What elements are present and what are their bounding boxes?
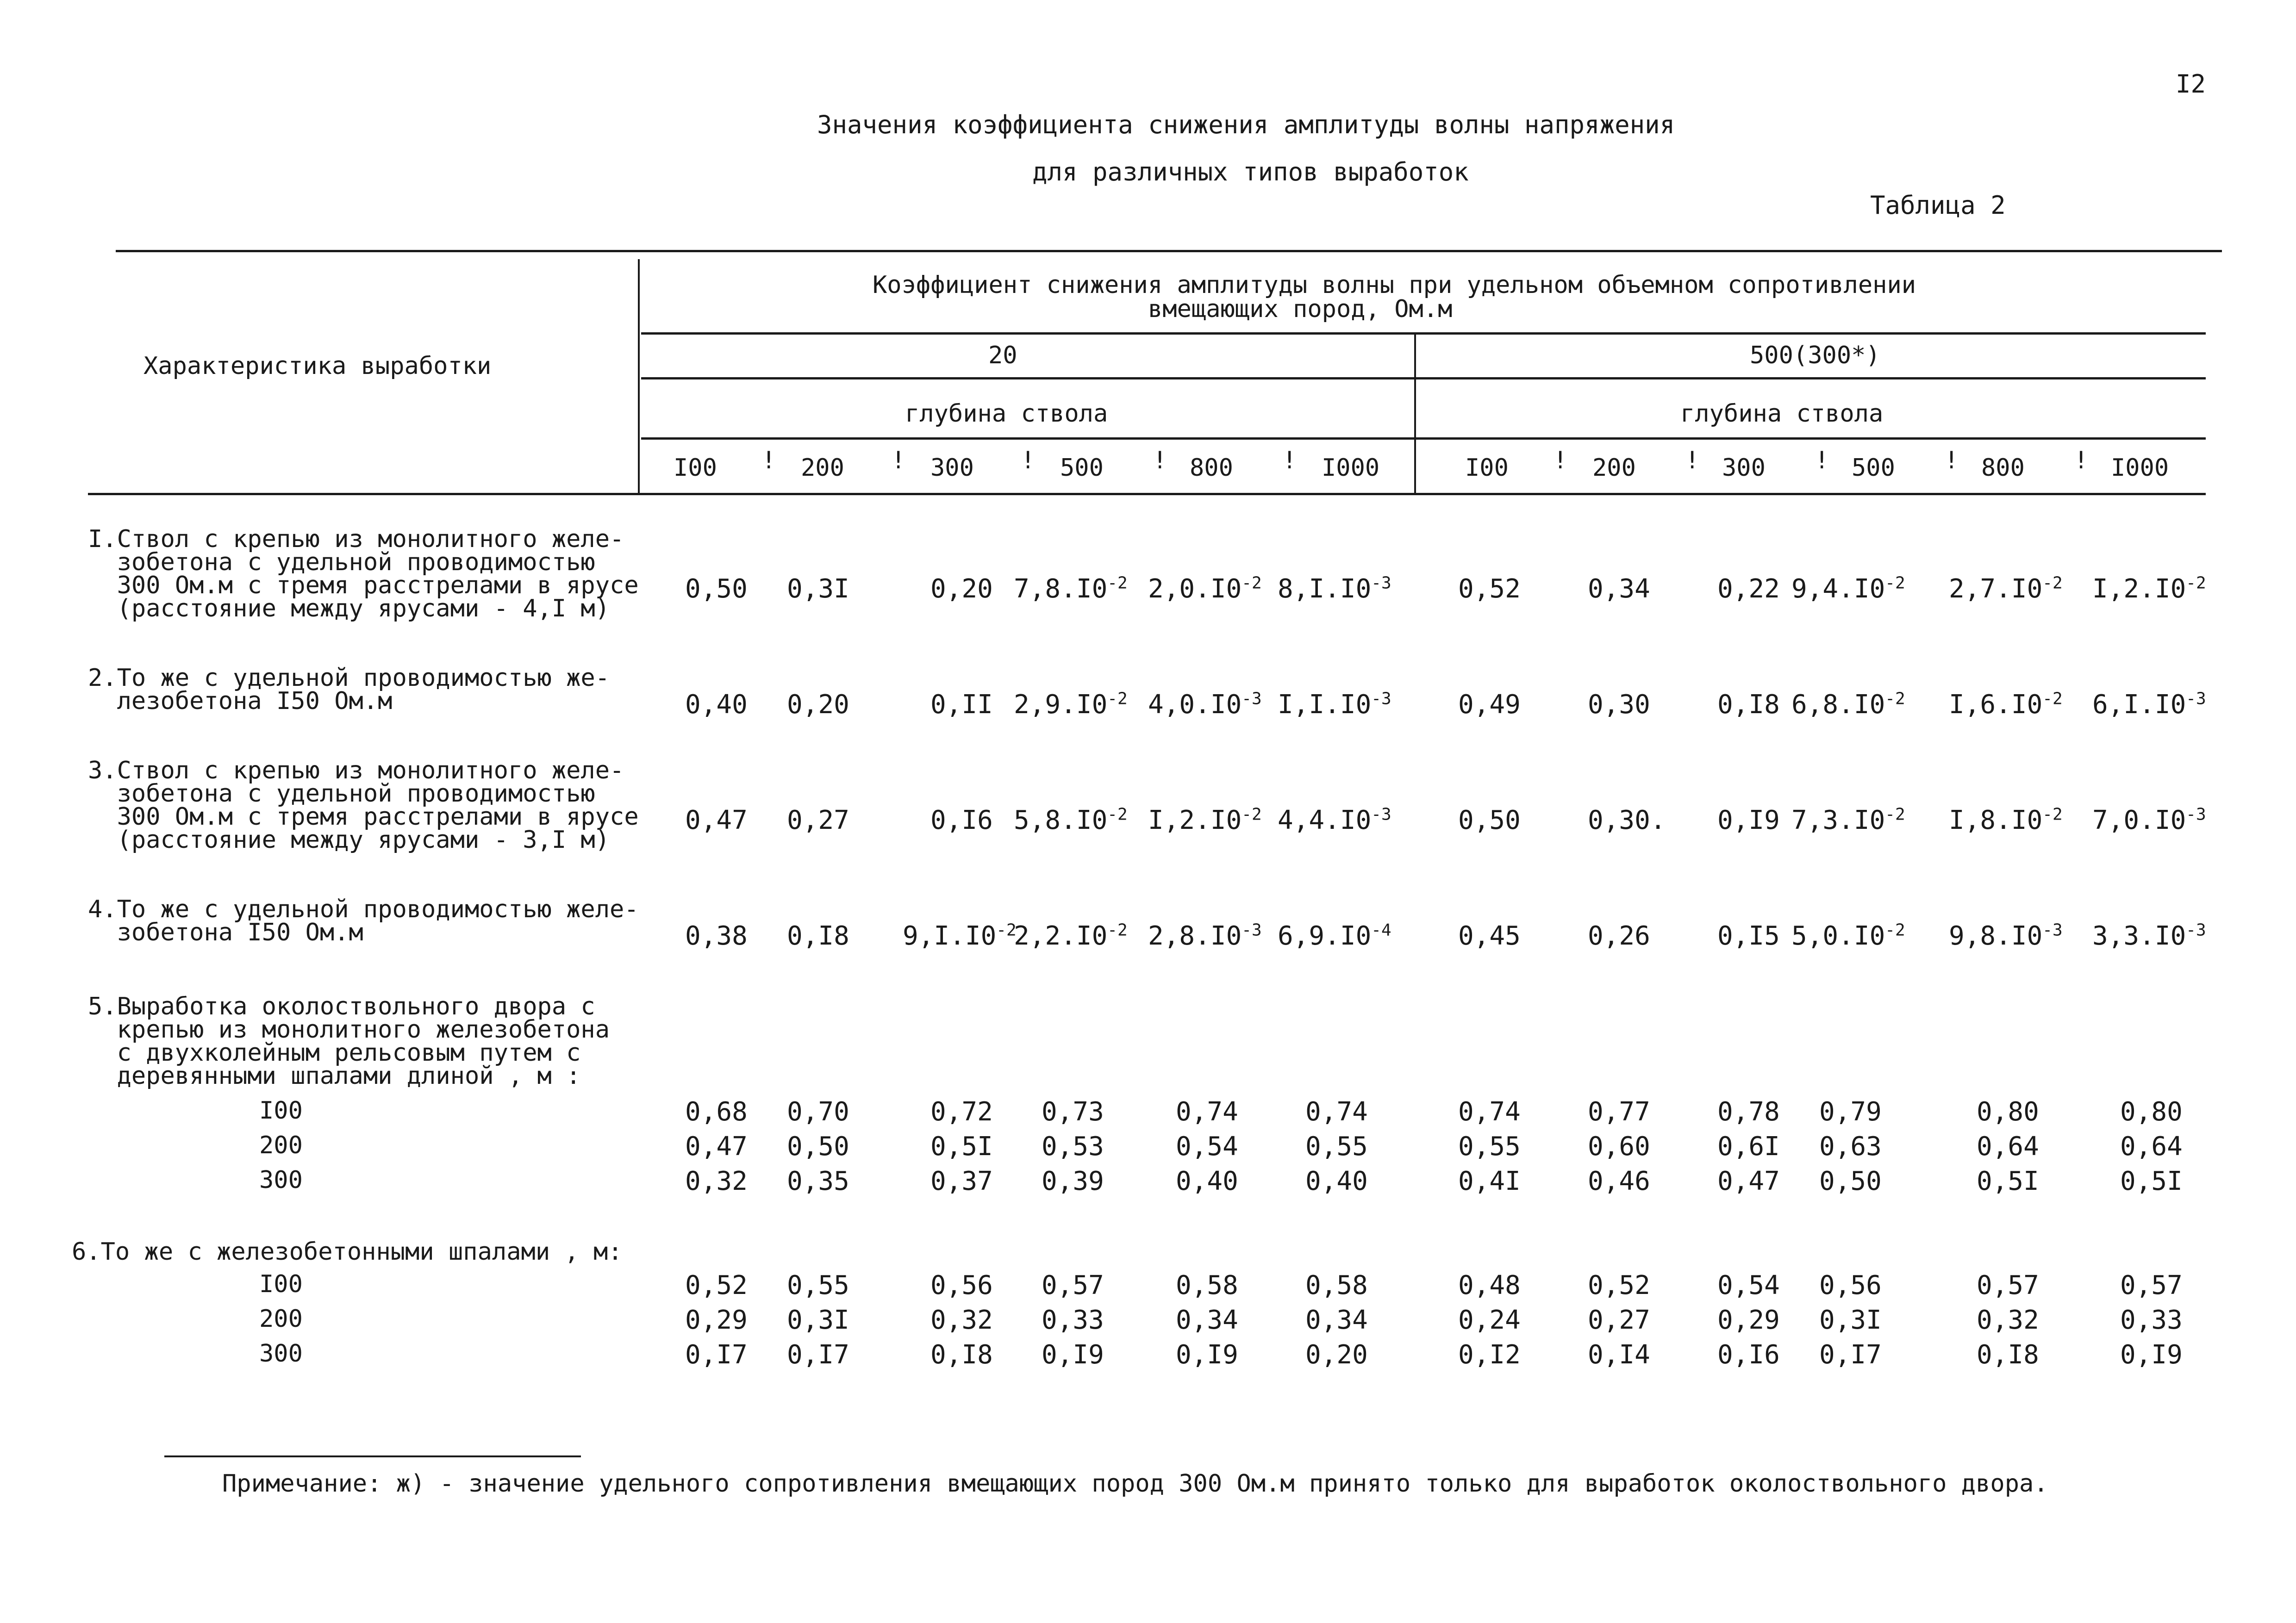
row2-cell-3: 0,II [930,690,993,720]
row6-sub1-cell-12: 0,57 [2120,1270,2183,1300]
depth-col-9: 300 [1722,454,1766,482]
row4-label: 4.То же с удельной проводимостью желе- зобетона I50 Ом.м [88,895,639,946]
row6-label: 6.То же с железобетонными шпалами , м: [72,1238,623,1266]
document-title-line1: Значения коэффициента снижения амплитуды волны напряжения [817,110,1675,139]
row3-cell-7: 0,50 [1458,805,1521,835]
row4-cell-12: $3,3.I0^{-3}$ [2092,920,2206,951]
row6-sub3-cell-2: 0,I7 [787,1340,849,1370]
row1-cell-1: 0,50 [685,574,748,604]
document-title-line2: для различных типов выработок [1032,157,1469,187]
sep-5: ! [1282,447,1297,474]
header-resistance-500: 500(300*) [1750,342,1880,369]
row2-cell-1: 0,40 [685,690,748,720]
row5-sub2-cell-4: 0,53 [1042,1132,1104,1162]
row6-sub2-cell-8: 0,27 [1588,1305,1650,1335]
row6-sub1-cell-9: 0,54 [1717,1270,1780,1300]
row6-sub1-cell-1: 0,52 [685,1270,748,1300]
row5-sub3-cell-5: 0,40 [1176,1166,1238,1196]
sep-7: ! [1685,447,1700,474]
footnote-rule [164,1455,581,1457]
row5-sub2-cell-9: 0,6I [1717,1132,1780,1162]
row5-sub3-cell-10: 0,50 [1819,1166,1882,1196]
row4-cell-4: $2,2.I0^{-2}$ [1014,920,1128,951]
sep-1: ! [761,447,776,474]
sep-3: ! [1021,447,1036,474]
depth-col-12: I000 [2111,454,2169,482]
row4-cell-7: 0,45 [1458,921,1521,951]
row1-cell-10: $9,4.I0^{-2}$ [1791,573,1905,604]
row5-sub2-cell-2: 0,50 [787,1132,849,1162]
row5-sub2-cell-11: 0,64 [1977,1132,2039,1162]
row1-cell-3: 0,20 [930,574,993,604]
row6-sub1-cell-3: 0,56 [930,1270,993,1300]
depth-col-10: 500 [1852,454,1895,482]
row5-sub1-cell-10: 0,79 [1819,1097,1882,1127]
row6-sub3-cell-5: 0,I9 [1176,1340,1238,1370]
row5-sub1-cell-11: 0,80 [1977,1097,2039,1127]
row5-sub2-cell-12: 0,64 [2120,1132,2183,1162]
row5-sub1-cell-5: 0,74 [1176,1097,1238,1127]
depth-col-6: I000 [1322,454,1380,482]
header-coefficient-line2: вмещающих пород, Ом.м [1148,295,1453,323]
row5-sub2-cell-1: 0,47 [685,1132,748,1162]
row5-length-1: I00 [259,1097,303,1125]
row2-cell-9: 0,I8 [1717,690,1780,720]
depth-col-5: 800 [1190,454,1233,482]
row5-length-3: 300 [259,1166,303,1194]
table-top-rule [116,250,2222,252]
row2-cell-12: $6,I.I0^{-3}$ [2092,689,2206,720]
row5-sub1-cell-9: 0,78 [1717,1097,1780,1127]
row5-sub3-cell-12: 0,5I [2120,1166,2183,1196]
header-bottom-rule [88,493,2206,495]
sep-9: ! [1944,447,1959,474]
row3-cell-10: $7,3.I0^{-2}$ [1791,805,1905,835]
row5-sub1-cell-12: 0,80 [2120,1097,2183,1127]
depth-col-7: I00 [1465,454,1509,482]
row6-sub2-cell-2: 0,3I [787,1305,849,1335]
row6-sub2-cell-1: 0,29 [685,1305,748,1335]
row6-sub2-cell-6: 0,34 [1305,1305,1368,1335]
row1-cell-4: $7,8.I0^{-2}$ [1014,573,1128,604]
row6-sub3-cell-9: 0,I6 [1717,1340,1780,1370]
row4-cell-11: $9,8.I0^{-3}$ [1949,920,2063,951]
row1-cell-11: $2,7.I0^{-2}$ [1949,573,2063,604]
row6-sub3-cell-3: 0,I8 [930,1340,993,1370]
header-depth-label-b: глубина ствола [1680,400,1884,428]
row5-sub3-cell-3: 0,37 [930,1166,993,1196]
row1-cell-9: 0,22 [1717,574,1780,604]
row6-sub3-cell-12: 0,I9 [2120,1340,2183,1370]
row5-sub3-cell-9: 0,47 [1717,1166,1780,1196]
row2-cell-4: $2,9.I0^{-2}$ [1014,689,1128,720]
header-characteristic: Характеристика выработки [144,352,492,380]
row5-sub2-cell-5: 0,54 [1176,1132,1238,1162]
row5-sub1-cell-6: 0,74 [1305,1097,1368,1127]
row5-sub1-cell-2: 0,70 [787,1097,849,1127]
row6-length-2: 200 [259,1305,303,1333]
table-label: Таблица 2 [1870,191,2006,220]
sep-10: ! [2074,447,2089,474]
header-depth-label-a: глубина ствола [905,400,1108,428]
row6-length-1: I00 [259,1270,303,1298]
row5-length-2: 200 [259,1132,303,1159]
header-resistance-20: 20 [988,342,1017,369]
row5-sub2-cell-6: 0,55 [1305,1132,1368,1162]
depth-label-rule [641,377,2206,379]
row6-sub2-cell-11: 0,32 [1977,1305,2039,1335]
row2-cell-10: $6,8.I0^{-2}$ [1791,689,1905,720]
row1-cell-6: $8,I.I0^{-3}$ [1278,573,1391,604]
row6-sub1-cell-5: 0,58 [1176,1270,1238,1300]
row6-sub3-cell-8: 0,I4 [1588,1340,1650,1370]
row3-cell-11: $I,8.I0^{-2}$ [1949,805,2063,835]
row5-sub2-cell-3: 0,5I [930,1132,993,1162]
row3-cell-12: $7,0.I0^{-3}$ [2092,805,2206,835]
row6-sub2-cell-4: 0,33 [1042,1305,1104,1335]
row5-sub2-cell-7: 0,55 [1458,1132,1521,1162]
row2-cell-7: 0,49 [1458,690,1521,720]
depth-col-2: 200 [801,454,844,482]
row5-sub2-cell-10: 0,63 [1819,1132,1882,1162]
row6-sub1-cell-10: 0,56 [1819,1270,1882,1300]
row3-cell-5: $I,2.I0^{-2}$ [1148,805,1262,835]
row1-cell-5: $2,0.I0^{-2}$ [1148,573,1262,604]
row6-sub1-cell-2: 0,55 [787,1270,849,1300]
row5-sub3-cell-4: 0,39 [1042,1166,1104,1196]
sep-4: ! [1153,447,1167,474]
row5-sub3-cell-6: 0,40 [1305,1166,1368,1196]
row5-sub1-cell-4: 0,73 [1042,1097,1104,1127]
row4-cell-8: 0,26 [1588,921,1650,951]
row3-cell-9: 0,I9 [1717,805,1780,835]
row6-sub2-cell-5: 0,34 [1176,1305,1238,1335]
row5-sub1-cell-7: 0,74 [1458,1097,1521,1127]
depth-values-rule [641,437,2206,440]
row6-sub3-cell-6: 0,20 [1305,1340,1368,1370]
row6-sub2-cell-7: 0,24 [1458,1305,1521,1335]
row5-sub3-cell-1: 0,32 [685,1166,748,1196]
sep-8: ! [1815,447,1829,474]
row6-sub2-cell-10: 0,3I [1819,1305,1882,1335]
row4-cell-10: $5,0.I0^{-2}$ [1791,920,1905,951]
row5-sub3-cell-11: 0,5I [1977,1166,2039,1196]
row3-cell-4: $5,8.I0^{-2}$ [1014,805,1128,835]
row6-length-3: 300 [259,1340,303,1368]
row5-sub3-cell-7: 0,4I [1458,1166,1521,1196]
row3-label: 3.Ствол с крепью из монолитного желе- зобетона с удельной проводимостью 300 Ом.м с тремя расстрелами в ярусе (расстояние между ярусами - 3,I м) [88,757,639,854]
header-divider [638,259,640,493]
row4-cell-2: 0,I8 [787,921,849,951]
row4-cell-1: 0,38 [685,921,748,951]
row5-sub2-cell-8: 0,60 [1588,1132,1650,1162]
row3-cell-2: 0,27 [787,805,849,835]
row6-sub1-cell-4: 0,57 [1042,1270,1104,1300]
row6-sub2-cell-12: 0,33 [2120,1305,2183,1335]
row5-sub1-cell-3: 0,72 [930,1097,993,1127]
row4-cell-9: 0,I5 [1717,921,1780,951]
row6-sub3-cell-7: 0,I2 [1458,1340,1521,1370]
row4-cell-6: $6,9.I0^{-4}$ [1278,920,1391,951]
row6-sub3-cell-1: 0,I7 [685,1340,748,1370]
depth-col-4: 500 [1060,454,1104,482]
row2-cell-6: $I,I.I0^{-3}$ [1278,689,1391,720]
row3-cell-3: 0,I6 [930,805,993,835]
row5-label: 5.Выработка околоствольного двора с крепью из монолитного железобетона с двухколейным рельсовым путем с деревянными шпалами длиной , м : [88,993,610,1090]
row6-sub2-cell-3: 0,32 [930,1305,993,1335]
row3-cell-6: $4,4.I0^{-3}$ [1278,805,1391,835]
page-number: I2 [2176,69,2206,99]
row3-cell-8: 0,30. [1588,805,1666,835]
row5-sub1-cell-8: 0,77 [1588,1097,1650,1127]
row6-sub1-cell-8: 0,52 [1588,1270,1650,1300]
sep-6: ! [1553,447,1568,474]
row1-cell-12: $I,2.I0^{-2}$ [2092,573,2206,604]
resistance-rule [641,332,2206,335]
row2-cell-11: $I,6.I0^{-2}$ [1949,689,2063,720]
footnote: Примечание: ж) - значение удельного сопротивления вмещающих пород 300 Ом.м принято только для выработок околоствольного двора. [222,1470,2048,1498]
header-coefficient-line1: Коэффициент снижения амплитуды волны при удельном объемном сопротивлении [873,271,1916,299]
row6-sub1-cell-7: 0,48 [1458,1270,1521,1300]
row2-cell-2: 0,20 [787,690,849,720]
row5-sub1-cell-1: 0,68 [685,1097,748,1127]
resistance-divider [1414,332,1416,493]
depth-col-8: 200 [1592,454,1636,482]
depth-col-1: I00 [674,454,717,482]
row6-sub3-cell-11: 0,I8 [1977,1340,2039,1370]
row6-sub3-cell-10: 0,I7 [1819,1340,1882,1370]
row6-sub1-cell-6: 0,58 [1305,1270,1368,1300]
row1-cell-8: 0,34 [1588,574,1650,604]
row1-cell-7: 0,52 [1458,574,1521,604]
depth-col-11: 800 [1981,454,2025,482]
row1-label: I.Ствол с крепью из монолитного желе- зобетона с удельной проводимостью 300 Ом.м с тремя расстрелами в ярусе (расстояние между ярусами - 4,I м) [88,525,639,622]
row4-cell-5: $2,8.I0^{-3}$ [1148,920,1262,951]
row3-cell-1: 0,47 [685,805,748,835]
row6-sub1-cell-11: 0,57 [1977,1270,2039,1300]
row6-sub2-cell-9: 0,29 [1717,1305,1780,1335]
row5-sub3-cell-8: 0,46 [1588,1166,1650,1196]
sep-2: ! [891,447,906,474]
row1-cell-2: 0,3I [787,574,849,604]
row5-sub3-cell-2: 0,35 [787,1166,849,1196]
row4-cell-3: $9,I.I0^{-2}$ [903,920,1017,951]
row2-cell-5: $4,0.I0^{-3}$ [1148,689,1262,720]
row6-sub3-cell-4: 0,I9 [1042,1340,1104,1370]
row2-label: 2.То же с удельной проводимостью же- лезобетона I50 Ом.м [88,664,610,715]
depth-col-3: 300 [930,454,974,482]
row2-cell-8: 0,30 [1588,690,1650,720]
